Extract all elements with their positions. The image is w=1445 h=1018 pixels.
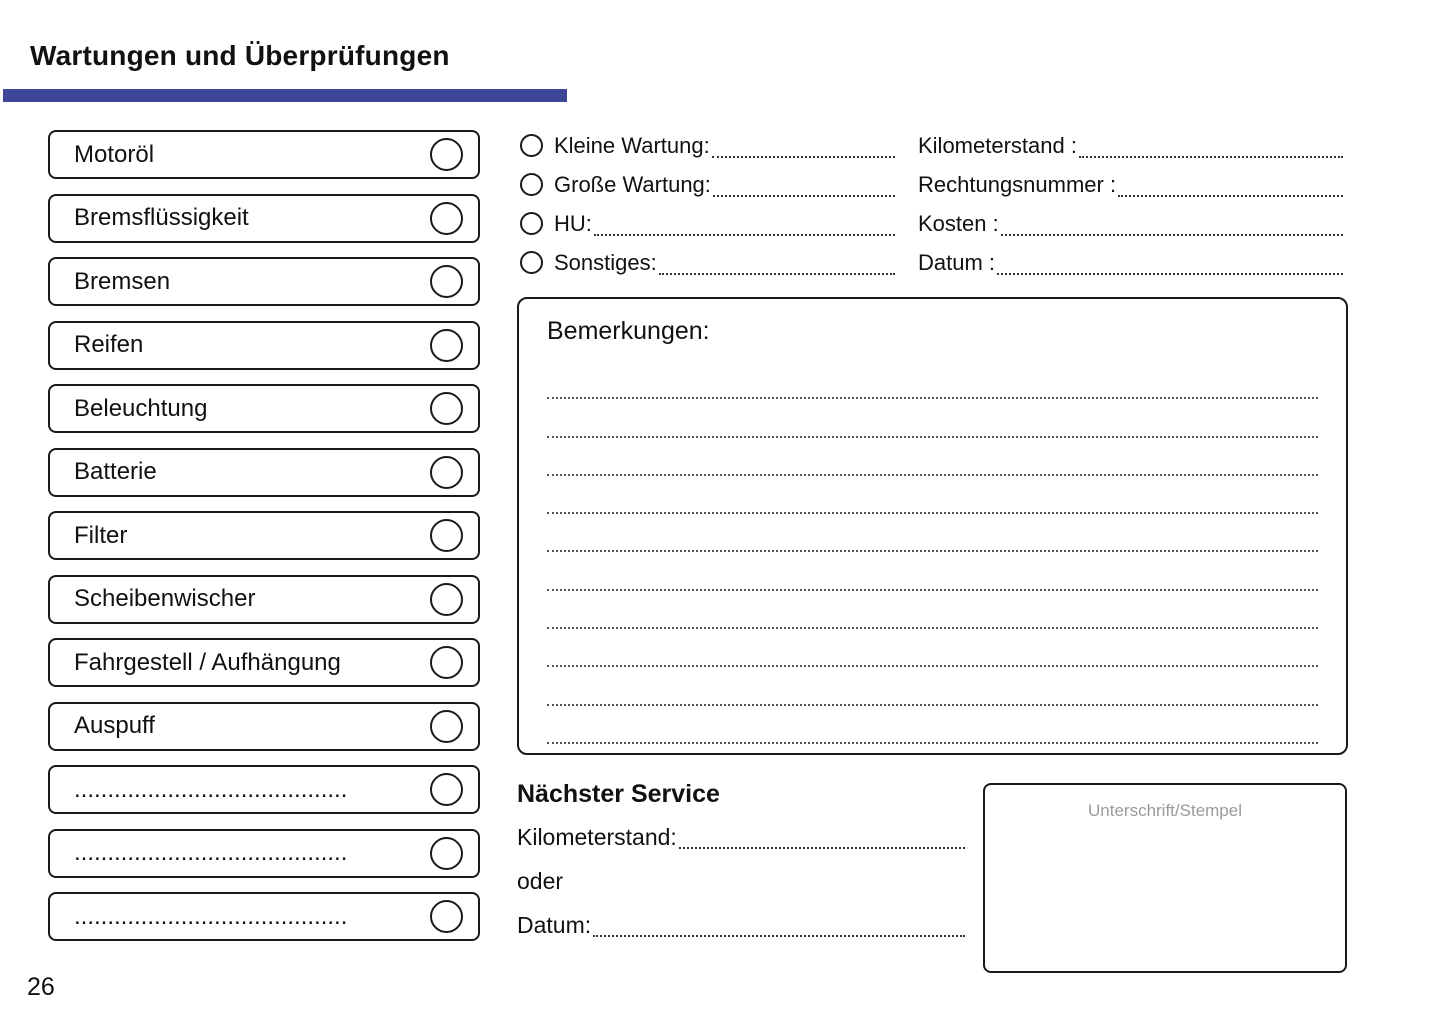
fill-in-line[interactable] [712,134,895,158]
checkbox-circle[interactable] [430,583,463,616]
radio-circle[interactable] [520,251,543,274]
remarks-line[interactable] [547,591,1318,629]
fill-in-line[interactable] [1118,173,1343,197]
checklist-item-label: Reifen [74,331,144,358]
fill-in-line[interactable] [997,251,1343,275]
service-details-row [918,126,1343,165]
checkbox-circle[interactable] [430,519,463,552]
next-service-date-row [517,905,965,945]
field-label: Rechtungsnummer : [918,171,1117,197]
service-details-row [918,165,1343,204]
remarks-line[interactable] [547,399,1318,437]
checkbox-circle[interactable] [430,710,463,743]
fill-in-line[interactable] [593,913,965,937]
checklist-item-label: Scheibenwischer [74,585,256,612]
checklist-item-label: Batterie [74,458,157,485]
field-label: Kleine Wartung: [554,132,710,158]
checkbox-circle[interactable] [430,329,463,362]
checklist-row [48,702,480,751]
service-type-row [520,126,895,165]
checklist-item-label: Fahrgestell / Aufhängung [74,648,341,676]
signature-label: Unterschrift/Stempel [1088,801,1242,820]
next-service-section [517,780,965,945]
checkbox-circle[interactable] [430,773,463,806]
checkbox-circle[interactable] [430,392,463,425]
radio-circle[interactable] [520,173,543,196]
fill-in-line[interactable] [713,173,895,197]
checklist-item-label[interactable]: ......................................... [74,902,348,930]
field-label: HU: [554,210,592,236]
remarks-line[interactable] [547,629,1318,667]
fill-in-line[interactable] [679,825,965,849]
remarks-lines [547,361,1318,744]
checklist-row-blank [48,892,480,941]
checklist-row-blank [48,765,480,814]
fill-in-line[interactable] [1001,212,1343,236]
checklist-row [48,130,480,179]
service-details-row [918,204,1343,243]
field-label: Große Wartung: [554,171,711,197]
checklist-item-label: Bremsflüssigkeit [74,204,249,231]
fill-in-line[interactable] [594,212,895,236]
field-label: Datum : [918,249,996,275]
checklist-item-label: Bremsen [74,267,171,295]
service-type-row [520,204,895,243]
field-label: Kosten : [918,210,999,236]
remarks-line[interactable] [547,706,1318,744]
checklist-row [48,511,480,560]
checkbox-circle[interactable] [430,265,463,298]
checkbox-circle[interactable] [430,900,463,933]
page-title: Wartungen und Überprüfungen [30,40,450,71]
service-type-row [520,165,895,204]
checklist-row [48,448,480,497]
remarks-title: Bemerkungen: [547,317,710,345]
radio-circle[interactable] [520,212,543,235]
checklist-item-label: Motoröl [74,140,155,168]
remarks-box [517,297,1348,755]
signature-box[interactable] [983,783,1347,973]
checklist-item-label: Auspuff [74,712,155,739]
checkbox-circle[interactable] [430,456,463,489]
checklist-item-label: Filter [74,521,128,549]
checkbox-circle[interactable] [430,646,463,679]
remarks-line[interactable] [547,667,1318,705]
checklist-row [48,575,480,624]
checklist-row [48,194,480,243]
checklist-item-label[interactable]: ......................................... [74,775,348,803]
field-label: Datum: [517,911,592,938]
checklist-item-label[interactable]: ......................................... [74,839,348,866]
checklist-row [48,384,480,433]
checkbox-circle[interactable] [430,837,463,870]
service-details-row [918,243,1343,282]
page-number: 26 [27,973,55,1001]
checklist-row [48,638,480,687]
next-service-title: Nächster Service [517,780,720,808]
remarks-line[interactable] [547,438,1318,476]
checklist-row-blank [48,829,480,878]
remarks-line[interactable] [547,361,1318,399]
checkbox-circle[interactable] [430,202,463,235]
remarks-line[interactable] [547,552,1318,590]
fill-in-line[interactable] [1079,134,1343,158]
inspection-checklist [48,130,480,956]
radio-circle[interactable] [520,134,543,157]
service-details-fields [918,126,1343,282]
oder-label: oder [517,867,564,894]
field-label: Kilometerstand: [517,823,677,850]
remarks-line[interactable] [547,514,1318,552]
title-underline-bar [3,89,567,102]
checklist-item-label: Beleuchtung [74,394,208,422]
checklist-row [48,257,480,306]
remarks-line[interactable] [547,476,1318,514]
next-service-km-row [517,817,965,857]
service-type-row [520,243,895,282]
fill-in-line[interactable] [659,251,895,275]
field-label: Kilometerstand : [918,132,1077,158]
field-label: Sonstiges: [554,249,657,275]
checkbox-circle[interactable] [430,138,463,171]
service-type-fields [520,126,895,282]
checklist-row [48,321,480,370]
